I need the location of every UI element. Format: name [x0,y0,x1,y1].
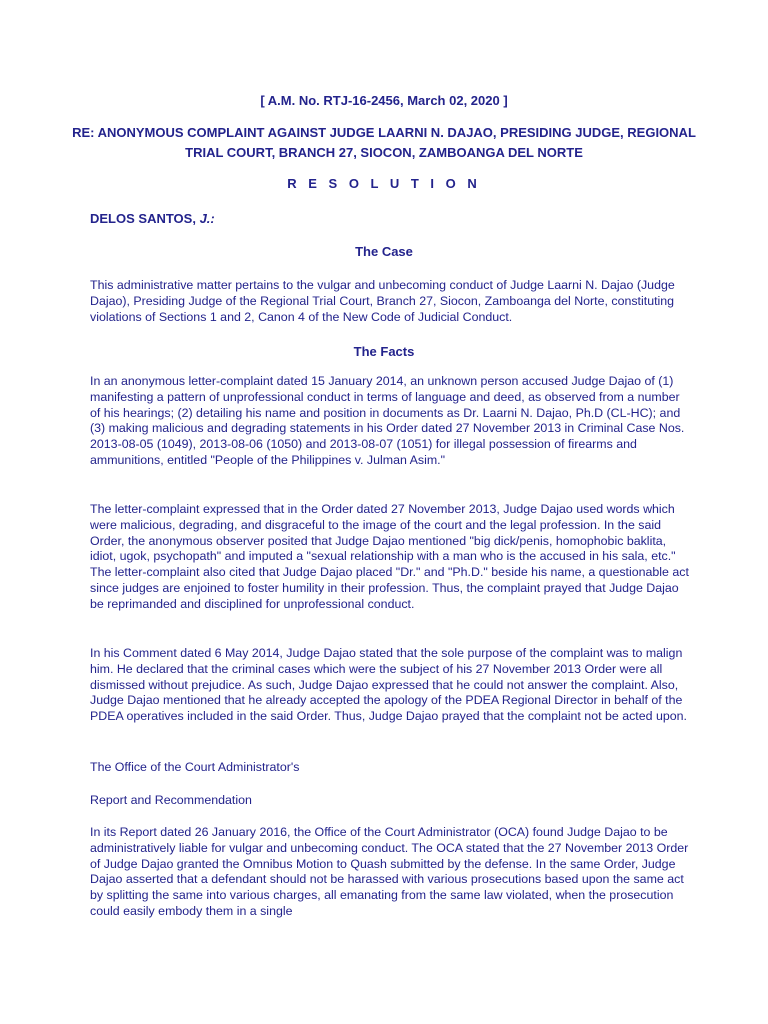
paragraph-oca: In its Report dated 26 January 2016, the Office of the Court Administrator (OCA) found Judge Dajao to be administratively liable for vulgar and unbecoming conduct. The OCA stated that the 27 November 2013 Order of Judge Dajao granted the Omnibus Motion to Quash submitted by the defense. In the same Order, Judge Dajao asserted that a defendant should not be harassed with various prosecutions based upon the same act by splitting the same into various charges, all emanating from the same law violated, when the prosecution could easily embody them in a single [90,825,689,918]
paragraph-facts-2: The letter-complaint expressed that in the Order dated 27 November 2013, Judge Dajao used words which were malicious, degrading, and disgraceful to the image of the court and the legal profession. In the said Order, the anonymous observer posited that Judge Dajao mentioned "big dick/penis, homophobic baklita, idiot, ugok, psychopath" and imputed a "sexual relationship with a man who is the accused in his sala, etc." The letter-complaint also cited that Judge Dajao placed "Dr." and "Ph.D." beside his name, a questionable act since judges are enjoined to foster humility in their profession. Thus, the complaint prayed that Judge Dajao be reprimanded and disciplined for unprofessional conduct. [90,502,689,611]
case-number: [ A.M. No. RTJ-16-2456, March 02, 2020 ] [260,93,508,108]
resolution-label: R E S O L U T I O N [287,176,481,191]
case-title: RE: ANONYMOUS COMPLAINT AGAINST JUDGE LAARNI N. DAJAO, PRESIDING JUDGE, REGIONAL TRIAL COURT, BRANCH 27, SIOCON, ZAMBOANGA DEL NORTE [72,125,696,160]
author-line [90,211,215,226]
oca-heading-line-1: The Office of the Court Administrator's [90,760,300,774]
paragraph-facts-1: In an anonymous letter-complaint dated 15 January 2014, an unknown person accused Judge Dajao of (1) manifesting a pattern of unprofessional conduct in terms of language and deed, as observed from a number of his hearings; (2) detailing his name and position in documents as Dr. Laarni N. Dajao, Ph.D (CL-HC); and (3) making malicious and degrading statements in his Order dated 27 November 2013 in Criminal Case Nos. 2013-08-05 (1049), 2013-08-06 (1050) and 2013-08-07 (1051) for illegal possession of firearms and ammunitions, entitled "People of the Philippines v. Julman Asim." [90,374,685,467]
author-suffix: J.: [199,211,215,226]
heading-the-facts: The Facts [353,344,415,359]
author-name: DELOS SANTOS, [90,211,200,226]
paragraph-facts-3: In his Comment dated 6 May 2014, Judge Dajao stated that the sole purpose of the complaint was to malign him. He declared that the criminal cases which were the subject of his 27 November 2013 Order were all dismissed without prejudice. As such, Judge Dajao expressed that he could not answer the complaint. Also, Judge Dajao mentioned that he already accepted the apology of the PDEA Regional Director in behalf of the PDEA operatives included in the said Order. Thus, Judge Dajao prayed that the complaint not be acted upon. [90,646,687,724]
oca-heading-line-2: Report and Recommendation [90,793,252,807]
paragraph-case: This administrative matter pertains to the vulgar and unbecoming conduct of Judge Laarni N. Dajao (Judge Dajao), Presiding Judge of the Regional Trial Court, Branch 27, Siocon, Zamboanga del Norte, constituting violations of Sections 1 and 2, Canon 4 of the New Code of Judicial Conduct. [90,278,675,324]
heading-the-case: The Case [355,244,413,259]
